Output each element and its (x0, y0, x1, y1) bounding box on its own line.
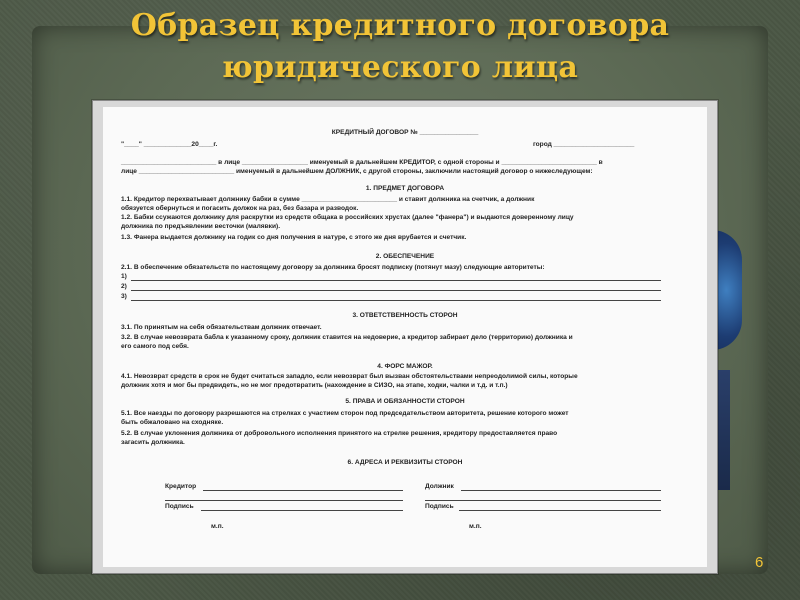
section-line: загасить должника. (121, 439, 185, 446)
section-line: 3.1. По принятым на себя обязательствам должник отвечает. (121, 324, 322, 331)
section-line: 3.2. В случае невозврата бабла к указанному сроку, должник ставится на недоверие, а кредитор забирает дело (территорию) должника и (121, 334, 573, 341)
intro-line-2: лице __________________________ именуемый в дальнейшем ДОЛЖНИК, с другой стороны, заключили настоящий договор о нижеследующем: (121, 168, 593, 175)
creditor-label: Кредитор (165, 483, 197, 490)
debtor-sign-rule (459, 510, 661, 511)
section-line: быть обжаловано на сходняке. (121, 419, 224, 426)
section-line: 2.1. В обеспечение обязательств по настоящему договору за должника бросят подписку (потянут мазу) следующие авторитеты: (121, 264, 545, 271)
section-title: 3. ОТВЕТСТВЕННОСТЬ СТОРОН (352, 312, 458, 319)
creditor-rule (203, 490, 403, 491)
section-title: 5. ПРАВА И ОБЯЗАННОСТИ СТОРОН (345, 398, 465, 405)
creditor-sign-label: Подпись (165, 503, 194, 510)
debtor-label: Должник (425, 483, 454, 490)
guarantor-3-rule (131, 300, 661, 301)
section-title: 1. ПРЕДМЕТ ДОГОВОРА (365, 185, 445, 192)
section-line: 1.2. Бабки ссужаются должнику для раскрутки из средств общака в российских хрустах (далее "фанера") и выдаются доверенному лицу (121, 214, 574, 221)
debtor-rule-2 (425, 500, 661, 501)
section-title: 2. ОБЕСПЕЧЕНИЕ (375, 253, 435, 260)
guarantor-3: 3) (121, 293, 127, 300)
section-line: 5.2. В случае уклонения должника от добровольного исполнения принятого на стрелке решения, кредитору предоставляется право (121, 430, 558, 437)
debtor-sign-label: Подпись (425, 503, 454, 510)
creditor-sign-rule (201, 510, 403, 511)
page-number: 6 (755, 554, 764, 571)
slide-title-line1: Образец кредитного договора (130, 8, 670, 43)
guarantor-1-rule (131, 280, 661, 281)
document-image (92, 100, 718, 574)
slide-title-line2: юридического лица (221, 50, 579, 85)
section-line: 1.1. Кредитор перехватывает должнику бабки в сумме __________________________ и ставит должника на счетчик, а должник (121, 196, 535, 203)
city-line: город ______________________ (533, 141, 635, 148)
section-line: его самого под себя. (121, 343, 189, 350)
section-title: 6. АДРЕСА И РЕКВИЗИТЫ СТОРОН (347, 459, 463, 466)
section-title: 4. ФОРС МАЖОР. (377, 363, 433, 370)
section-line: 1.3. Фанера выдается должнику на годик со дня получения в натуре, с этого же дня врубается и счетчик. (121, 234, 467, 241)
guarantor-1: 1) (121, 273, 127, 280)
section-line: должника по предъявлении весточки (малявки). (121, 223, 281, 230)
contract-heading: КРЕДИТНЫЙ ДОГОВОР № ________________ (331, 129, 479, 136)
section-line: должник хотя и мог бы предвидеть, но не мог предотвратить (нахождение в СИЗО, на этапе, ходки, чалки и т.д. и т.п.) (121, 382, 508, 389)
guarantor-2: 2) (121, 283, 127, 290)
debtor-rule (461, 490, 661, 491)
section-line: 4.1. Невозврат средств в срок не будет считаться западло, если невозврат был вызван обстоятельствами непреодолимой силы, которые (121, 373, 578, 380)
creditor-rule-2 (165, 500, 403, 501)
guarantor-2-rule (131, 290, 661, 291)
debtor-stamp: м.п. (469, 523, 482, 530)
creditor-stamp: м.п. (211, 523, 224, 530)
date-line: "____" _____________20____г. (121, 141, 218, 148)
intro-line-1: __________________________ в лице __________________ именуемый в дальнейшем КРЕДИТОР, с одной стороны и __________________________ в (121, 159, 603, 166)
section-line: 5.1. Все наезды по договору разрешаются на стрелках с участием сторон под председательством авторитета, решение которого может (121, 410, 569, 417)
contract-page (103, 107, 707, 567)
section-line: обязуется обернуться и погасить должок на раз, без базара и разводок. (121, 205, 359, 212)
